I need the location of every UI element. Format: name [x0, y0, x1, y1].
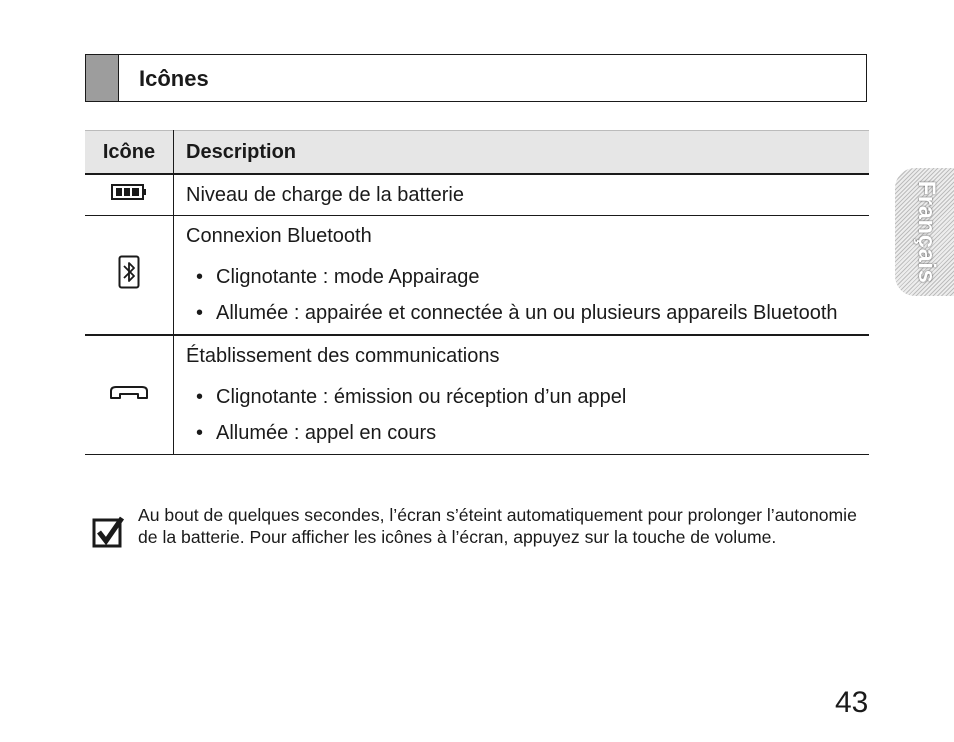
table-header-icon: Icône — [85, 131, 174, 175]
row-description: Connexion Bluetooth — [186, 225, 372, 247]
list-item: • Allumée : appairée et connectée à un ou plusieurs appareils Bluetooth — [186, 300, 857, 326]
icon-table — [85, 130, 869, 455]
table-row — [85, 216, 869, 336]
table-row — [85, 335, 869, 455]
page-number: 43 — [835, 686, 869, 719]
description-cell — [174, 335, 870, 455]
battery-icon — [110, 183, 148, 201]
section-title: Icônes — [139, 66, 209, 91]
section-header — [85, 54, 867, 102]
description-cell — [174, 174, 870, 216]
icon-cell — [85, 216, 174, 336]
table-header-description: Description — [174, 131, 870, 175]
bluetooth-icon — [118, 255, 140, 289]
icon-cell — [85, 174, 174, 216]
list-item: • Clignotante : mode Appairage — [186, 264, 857, 290]
list-item: • Clignotante : émission ou réception d’un appel — [186, 384, 857, 410]
bullet-list — [186, 384, 857, 446]
checkbox-check-icon — [92, 516, 124, 548]
language-tab-label: Français — [913, 180, 940, 284]
row-description: Niveau de charge de la batterie — [186, 184, 464, 206]
icon-cell — [85, 335, 174, 455]
language-tab — [895, 168, 954, 296]
list-item: • Allumée : appel en cours — [186, 420, 857, 446]
note-text: Au bout de quelques secondes, l’écran s’éteint automatiquement pour prolonger l’autonomie de la batterie. Pour afficher les icônes à l’écran, appuyez sur la touche de volume. — [138, 505, 857, 547]
phone-icon — [108, 385, 150, 401]
row-description: Établissement des communications — [186, 345, 500, 367]
table-row — [85, 174, 869, 216]
description-cell — [174, 216, 870, 336]
table-header-row — [85, 131, 869, 175]
section-header-marker — [86, 55, 119, 101]
bullet-list — [186, 264, 857, 326]
